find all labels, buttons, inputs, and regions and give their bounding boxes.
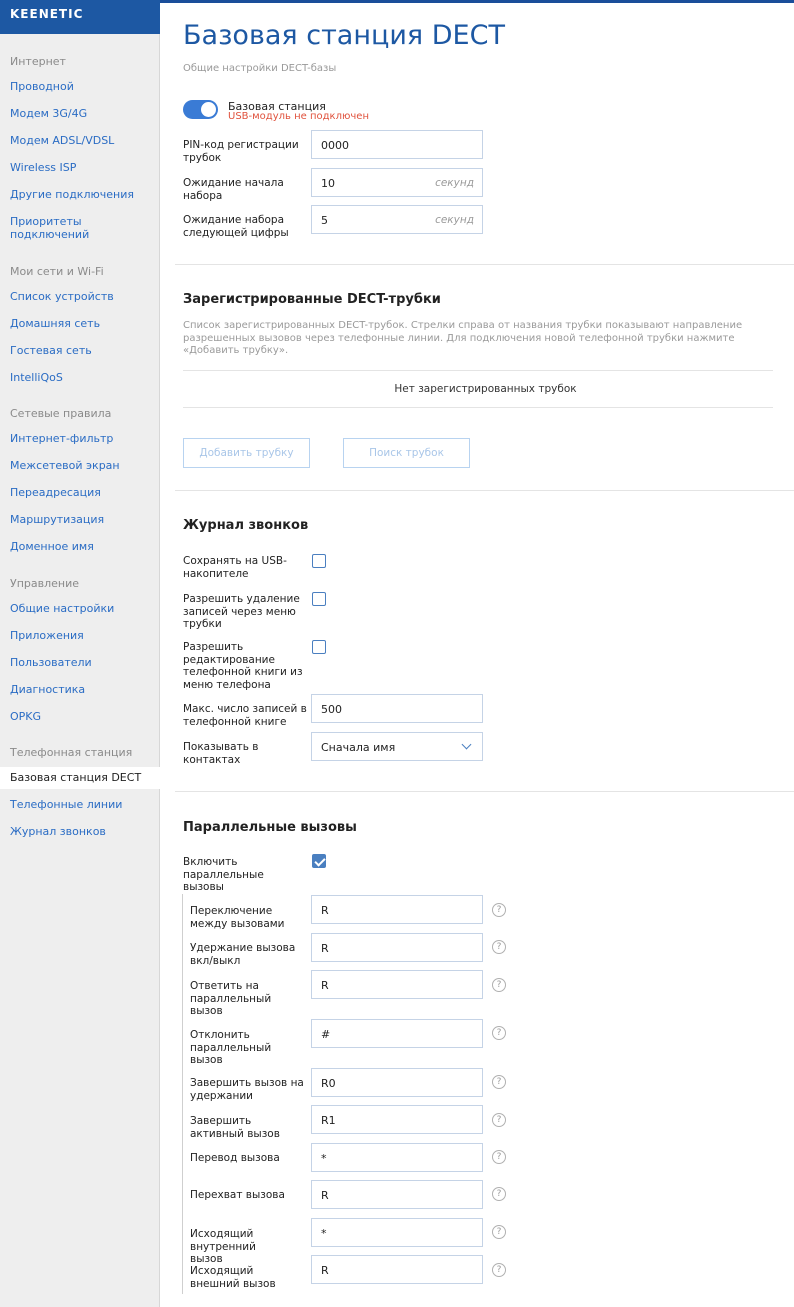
end-active-call-label: Завершить активный вызов: [190, 1115, 280, 1140]
end-held-call-label: Завершить вызов на удержании: [190, 1077, 304, 1102]
help-icon[interactable]: ?: [492, 1150, 506, 1164]
end-held-call-input[interactable]: [311, 1068, 483, 1097]
switch-calls-value: R: [321, 904, 329, 917]
outgoing-internal-input[interactable]: [311, 1218, 483, 1247]
dial-wait-unit: секунд: [435, 177, 474, 189]
hold-call-input[interactable]: [311, 933, 483, 962]
switch-calls-input[interactable]: [311, 895, 483, 924]
parallel-group-line: [182, 894, 183, 1294]
outgoing-external-input[interactable]: [311, 1255, 483, 1284]
sidebar-item-devices[interactable]: Список устройств: [10, 290, 114, 303]
allow-edit-phonebook-checkbox[interactable]: [312, 640, 326, 654]
answer-parallel-value: R: [321, 979, 329, 992]
sidebar: [0, 0, 160, 1307]
sidebar-header-internet: Интернет: [10, 55, 66, 68]
section-divider: [175, 791, 794, 792]
digit-wait-input[interactable]: [311, 205, 483, 234]
page-subtitle: Общие настройки DECT-базы: [183, 63, 337, 74]
call-transfer-value: *: [321, 1152, 327, 1165]
help-icon[interactable]: ?: [492, 1187, 506, 1201]
sidebar-item-firewall[interactable]: Межсетевой экран: [10, 459, 120, 472]
pin-value: 0000: [321, 139, 349, 152]
handsets-description: Список зарегистрированных DECT-трубок. Стрелки справа от названия трубки показывают направление разрешенных вызовов через телефонные линии. Для подключения новой телефонной трубки нажмите «Добавить трубку».: [183, 320, 743, 356]
parallel-calls-title: Параллельные вызовы: [183, 820, 357, 835]
chevron-down-icon: [462, 740, 472, 750]
save-usb-label: Сохранять на USB-накопителе: [183, 555, 287, 580]
help-icon[interactable]: ?: [492, 1263, 506, 1277]
search-handsets-button[interactable]: Поиск трубок: [343, 438, 470, 468]
digit-wait-unit: секунд: [435, 214, 474, 226]
sidebar-item-call-log[interactable]: Журнал звонков: [10, 825, 106, 838]
call-transfer-input[interactable]: [311, 1143, 483, 1172]
sidebar-item-wireless-isp[interactable]: Wireless ISP: [10, 161, 77, 174]
page-title: Базовая станция DECT: [183, 20, 505, 51]
sidebar-item-modem-3g4g[interactable]: Модем 3G/4G: [10, 107, 88, 120]
sidebar-header-telephony: Телефонная станция: [10, 746, 133, 759]
dial-wait-label: Ожидание начала набора: [183, 177, 284, 202]
call-pickup-label: Перехват вызова: [190, 1189, 285, 1201]
show-contacts-label: Показывать в контактах: [183, 741, 259, 766]
call-log-title: Журнал звонков: [183, 518, 309, 533]
digit-wait-value: 5: [321, 214, 328, 227]
sidebar-item-opkg[interactable]: OPKG: [10, 710, 42, 723]
handsets-title: Зарегистрированные DECT-трубки: [183, 292, 441, 307]
answer-parallel-input[interactable]: [311, 970, 483, 999]
end-held-call-value: R0: [321, 1077, 336, 1090]
help-icon[interactable]: ?: [492, 1225, 506, 1239]
dial-wait-value: 10: [321, 177, 335, 190]
sidebar-item-guest-network[interactable]: Гостевая сеть: [10, 344, 92, 357]
help-icon[interactable]: ?: [492, 978, 506, 992]
reject-parallel-label: Отклонить параллельный вызов: [190, 1029, 272, 1066]
allow-delete-label: Разрешить удаление записей через меню трубки: [183, 593, 300, 630]
sidebar-item-priorities[interactable]: Приоритеты подключений: [10, 215, 90, 241]
sidebar-item-phone-lines[interactable]: Телефонные линии: [10, 798, 123, 811]
max-records-input[interactable]: [311, 694, 483, 723]
reject-parallel-value: #: [321, 1028, 331, 1041]
section-divider: [175, 264, 794, 265]
pin-input[interactable]: [311, 130, 483, 159]
help-icon[interactable]: ?: [492, 1113, 506, 1127]
table-divider-bottom: [183, 407, 773, 408]
end-active-call-input[interactable]: [311, 1105, 483, 1134]
help-icon[interactable]: ?: [492, 903, 506, 917]
call-transfer-label: Перевод вызова: [190, 1152, 280, 1164]
sidebar-header-networks: Мои сети и Wi-Fi: [10, 265, 104, 278]
help-icon[interactable]: ?: [492, 940, 506, 954]
handsets-empty-text: Нет зарегистрированных трубок: [394, 383, 577, 395]
allow-delete-checkbox[interactable]: [312, 592, 326, 606]
save-usb-checkbox[interactable]: [312, 554, 326, 568]
keenetic-logo: KEENETIC: [10, 7, 84, 21]
pin-label: PIN-код регистрации трубок: [183, 139, 299, 164]
sidebar-item-modem-adsl[interactable]: Модем ADSL/VDSL: [10, 134, 115, 147]
allow-edit-phonebook-label: Разрешить редактирование телефонной книги из меню телефона: [183, 641, 303, 691]
base-station-toggle[interactable]: [183, 100, 218, 119]
add-handset-button[interactable]: Добавить трубку: [183, 438, 310, 468]
show-contacts-select[interactable]: [311, 732, 483, 761]
help-icon[interactable]: ?: [492, 1026, 506, 1040]
sidebar-item-diagnostics[interactable]: Диагностика: [10, 683, 86, 696]
outgoing-internal-label: Исходящий внутренний вызов: [190, 1228, 256, 1265]
sidebar-item-other-connections[interactable]: Другие подключения: [10, 188, 134, 201]
sidebar-item-routing[interactable]: Маршрутизация: [10, 513, 105, 526]
dial-wait-input[interactable]: [311, 168, 483, 197]
sidebar-header-management: Управление: [10, 577, 80, 590]
call-pickup-input[interactable]: [311, 1180, 483, 1209]
sidebar-item-internet-filter[interactable]: Интернет-фильтр: [10, 432, 114, 445]
usb-error-text: USB-модуль не подключен: [228, 111, 369, 122]
sidebar-item-forwarding[interactable]: Переадресация: [10, 486, 101, 499]
max-records-value: 500: [321, 703, 342, 716]
table-divider-top: [183, 370, 773, 371]
sidebar-item-domain-name[interactable]: Доменное имя: [10, 540, 94, 553]
enable-parallel-label: Включить параллельные вызовы: [183, 856, 264, 893]
show-contacts-value: Сначала имя: [321, 741, 396, 754]
main-content: [160, 0, 794, 1307]
toggle-knob: [201, 102, 216, 117]
switch-calls-label: Переключение между вызовами: [190, 905, 285, 930]
sidebar-item-users[interactable]: Пользователи: [10, 656, 92, 669]
hold-call-label: Удержание вызова вкл/выкл: [190, 942, 296, 967]
sidebar-item-wired[interactable]: Проводной: [10, 80, 74, 93]
reject-parallel-input[interactable]: [311, 1019, 483, 1048]
sidebar-item-dect-base[interactable]: [0, 767, 160, 789]
answer-parallel-label: Ответить на параллельный вызов: [190, 980, 272, 1017]
hold-call-value: R: [321, 942, 329, 955]
enable-parallel-checkbox[interactable]: [312, 854, 326, 868]
sidebar-item-applications[interactable]: Приложения: [10, 629, 84, 642]
outgoing-internal-value: *: [321, 1227, 327, 1240]
sidebar-item-intelliqos[interactable]: IntelliQoS: [10, 371, 63, 384]
outgoing-external-label: Исходящий внешний вызов: [190, 1265, 276, 1290]
help-icon[interactable]: ?: [492, 1075, 506, 1089]
outgoing-external-value: R: [321, 1264, 329, 1277]
digit-wait-label: Ожидание набора следующей цифры: [183, 214, 289, 239]
logo-bar: [0, 0, 160, 34]
end-active-call-value: R1: [321, 1114, 336, 1127]
base-station-label: Базовая станция: [228, 100, 326, 113]
sidebar-item-home-network[interactable]: Домашняя сеть: [10, 317, 101, 330]
sidebar-item-label: Базовая станция DECT: [10, 771, 142, 784]
max-records-label: Макс. число записей в телефонной книге: [183, 703, 307, 728]
call-pickup-value: R: [321, 1189, 329, 1202]
sidebar-header-rules: Сетевые правила: [10, 407, 112, 420]
sidebar-item-general-settings[interactable]: Общие настройки: [10, 602, 115, 615]
section-divider: [175, 490, 794, 491]
